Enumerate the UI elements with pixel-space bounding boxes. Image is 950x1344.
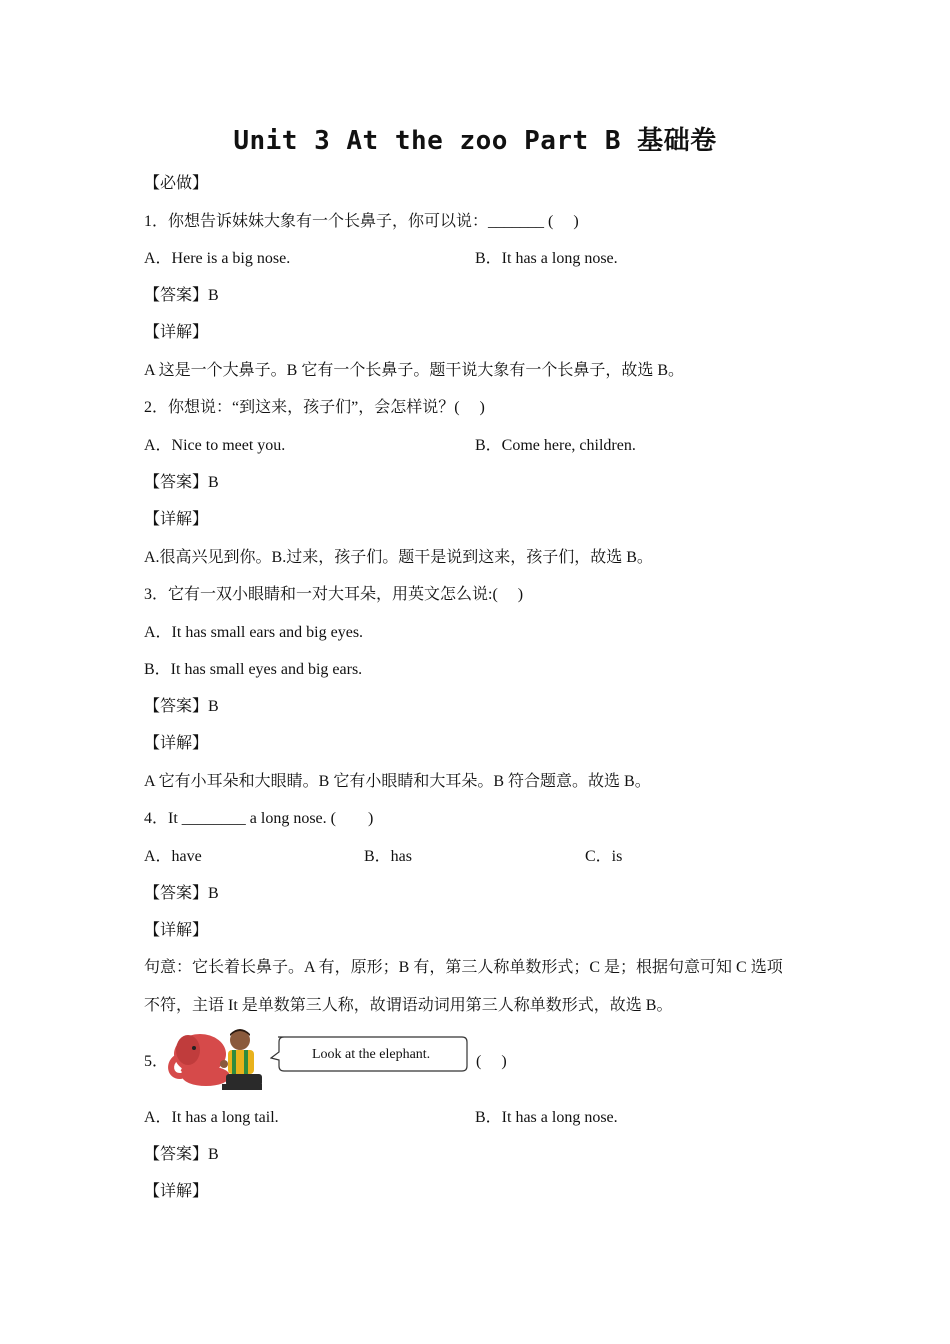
q4-answer: 【答案】B (144, 885, 219, 902)
q3-detail-label: 【详解】 (144, 735, 209, 752)
q1-option-a: A．Here is a big nose. (144, 250, 291, 267)
q4-detail-line1: 句意：它长着长鼻子。A 有，原形；B 有，第三人称单数形式；C 是；根据句意可知 C 选项 (144, 959, 783, 976)
q4-detail-label: 【详解】 (144, 922, 209, 939)
q4-stem: 4．It ________ a long nose. ( ) (144, 810, 374, 827)
q1-detail: A 这是一个大鼻子。B 它有一个长鼻子。题干说大象有一个长鼻子，故选 B。 (144, 362, 685, 379)
q5-option-a: A．It has a long tail. (144, 1109, 279, 1126)
q4-option-c: C．is (585, 848, 623, 865)
elephant-boy-illustration (166, 1024, 266, 1096)
q3-stem: 3．它有一双小眼睛和一对大耳朵，用英文怎么说:( ) (144, 586, 524, 603)
q1-option-b: B．It has a long nose. (475, 250, 618, 267)
q2-stem: 2．你想说：“到这来，孩子们”，会怎样说？( ) (144, 399, 485, 416)
q5-answer-blank: ( ) (476, 1053, 507, 1070)
speech-bubble-text: Look at the elephant. (312, 1047, 431, 1062)
q2-answer: 【答案】B (144, 474, 219, 491)
q5-number: 5． (144, 1053, 169, 1070)
q3-option-a: A．It has small ears and big eyes. (144, 624, 364, 641)
q3-option-b: B．It has small eyes and big ears. (144, 661, 363, 678)
q2-detail: A.很高兴见到你。B.过来，孩子们。题干是说到这来，孩子们，故选 B。 (144, 549, 653, 566)
q4-detail-line2: 不符，主语 It 是单数第三人称，故谓语动词用第三人称单数形式，故选 B。 (144, 997, 673, 1014)
q5-answer: 【答案】B (144, 1146, 219, 1163)
q1-answer: 【答案】B (144, 287, 219, 304)
q5-option-b: B．It has a long nose. (475, 1109, 618, 1126)
page-title: Unit 3 At the zoo Part B 基础卷 (233, 126, 717, 156)
q1-stem: 1．你想告诉妹妹大象有一个长鼻子，你可以说：_______ ( ) (144, 213, 579, 230)
q4-option-a: A．have (144, 848, 202, 865)
q3-detail: A 它有小耳朵和大眼睛。B 它有小眼睛和大耳朵。B 符合题意。故选 B。 (144, 773, 651, 790)
q3-answer: 【答案】B (144, 698, 219, 715)
q2-option-b: B．Come here, children. (475, 437, 636, 454)
section-label: 【必做】 (144, 175, 209, 192)
q2-option-a: A．Nice to meet you. (144, 437, 286, 454)
q4-option-b: B．has (364, 848, 413, 865)
q1-detail-label: 【详解】 (144, 324, 209, 341)
q5-detail-label: 【详解】 (144, 1183, 209, 1200)
q2-detail-label: 【详解】 (144, 511, 209, 528)
